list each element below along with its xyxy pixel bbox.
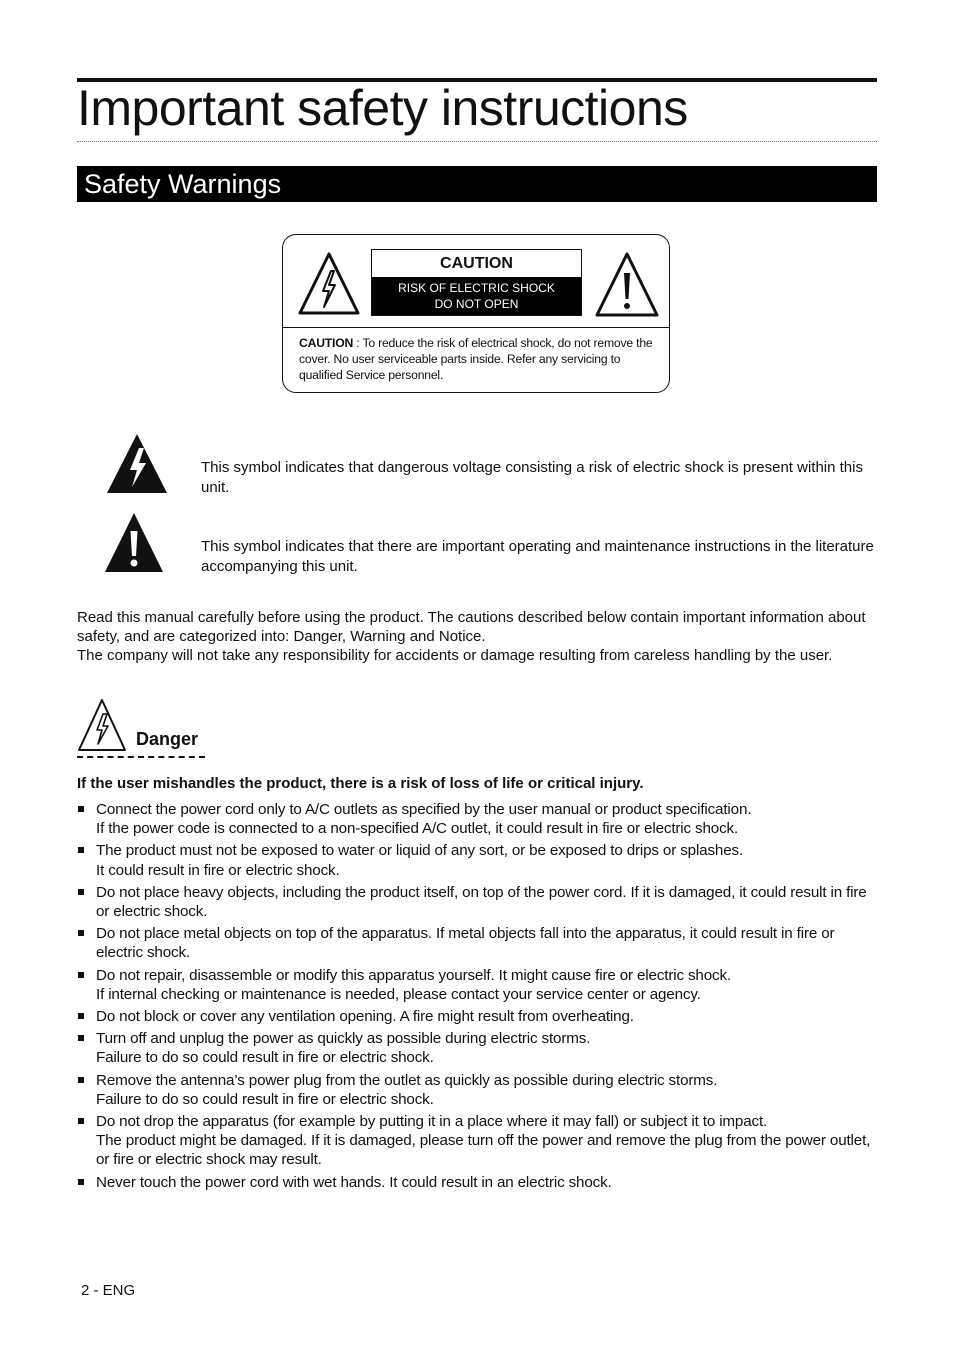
intro-paragraph: Read this manual carefully before using the product. The cautions described below contain important information about safety, and are categorized into: Danger, Warning and Notice. [77,609,866,645]
bullet-square-icon [78,889,84,895]
symbol-description: This symbol indicates that there are important operating and maintenance instructions in the literature accompanying this unit. [201,538,874,575]
list-item-line: Do not drop the apparatus (for example by putting it in a place where it may fall) or subject it to impact. [96,1113,768,1131]
lightning-warning-icon [297,251,361,317]
bullet-square-icon [78,1118,84,1124]
list-item [77,1029,877,1067]
intro-text [77,608,877,665]
danger-list [77,800,877,1195]
list-item-line: Failure to do so could result in fire or electric shock. [96,1090,434,1108]
caution-subtext-line2: DO NOT OPEN [434,297,519,311]
symbol-description: This symbol indicates that dangerous voltage consisting a risk of electric shock is present within this unit. [201,459,863,496]
danger-lead: If the user mishandles the product, there is a risk of loss of life or critical injury. [77,775,644,792]
bullet-square-icon [78,847,84,853]
list-item [77,800,877,838]
list-item [77,924,877,962]
page-title: Important safety instructions [77,80,688,136]
symbol-row-lightning [77,432,877,496]
list-item-line: Never touch the power cord with wet hands. It could result in an electric shock. [96,1173,612,1191]
intro-paragraph: The company will not take any responsibility for accidents or damage resulting from careless handling by the user. [77,647,833,664]
caution-note [299,335,659,383]
list-item [77,1071,877,1109]
caution-heading: CAUTION [440,255,513,272]
caution-label-top [283,235,669,328]
list-item-line: The product must not be exposed to water or liquid of any sort, or be exposed to drips or splashes. [96,842,744,860]
list-item-line: Connect the power cord only to A/C outlets as specified by the user manual or product specification. [96,801,752,818]
bullet-square-icon [78,972,84,978]
list-item [77,966,877,1004]
bullet-square-icon [78,1035,84,1041]
list-item-line: Do not place metal objects on top of the apparatus. If metal objects fall into the apparatus, it could result in fire or electric shock. [96,925,835,962]
list-item-line: It could result in fire or electric shock. [96,861,340,879]
list-item [77,1112,877,1170]
caution-note-text: : To reduce the risk of electrical shock, do not remove the cover. No user serviceable parts inside. Refer any servicing to qualified Service personnel. [299,336,653,382]
list-item-line: Do not block or cover any ventilation opening. A fire might result from overheating. [96,1008,634,1026]
list-item-line: If the power code is connected to a non-specified A/C outlet, it could result in fire or electric shock. [96,820,739,838]
list-item [77,1007,877,1026]
list-item-line: Failure to do so could result in fire or electric shock. [96,1049,434,1067]
bullet-square-icon [78,1013,84,1019]
caution-subtext-line1: RISK OF ELECTRIC SHOCK [398,281,555,295]
lightning-warning-icon [77,698,127,752]
exclamation-warning-icon [104,511,164,573]
caution-note-bold: CAUTION [299,336,354,350]
lightning-warning-icon [106,432,168,494]
list-item [77,1173,877,1192]
danger-label: Danger [136,729,199,749]
page-number: 2 - ENG [81,1282,136,1299]
caution-label-box [282,234,670,393]
symbol-row-exclamation [77,511,877,575]
danger-heading [77,698,205,758]
list-item [77,841,877,879]
list-item [77,883,877,921]
bullet-square-icon [78,1179,84,1185]
list-item-line: Do not repair, disassemble or modify this apparatus yourself. It might cause fire or electric shock. [96,966,731,984]
exclamation-warning-icon [594,251,660,319]
list-item-line: The product might be damaged. If it is damaged, please turn off the power and remove the plug from the power outlet, or fire or electric shock may result. [96,1132,871,1169]
list-item-line: Do not place heavy objects, including the product itself, on top of the power cord. If it is damaged, it could result in fire or electric shock. [96,883,867,921]
list-item-line: Remove the antenna’s power plug from the outlet as quickly as possible during electric storms. [96,1071,718,1089]
list-item-line: Turn off and unplug the power as quickly as possible during electric storms. [96,1030,591,1048]
list-item-line: If internal checking or maintenance is needed, please contact your service center or agency. [96,985,701,1003]
caution-label [371,249,582,316]
section-title: Safety Warnings [84,169,282,199]
bullet-square-icon [78,1077,84,1083]
bullet-square-icon [78,806,84,812]
bullet-square-icon [78,930,84,936]
section-header [77,166,877,202]
caution-subtext [372,277,581,315]
title-divider [77,141,877,142]
